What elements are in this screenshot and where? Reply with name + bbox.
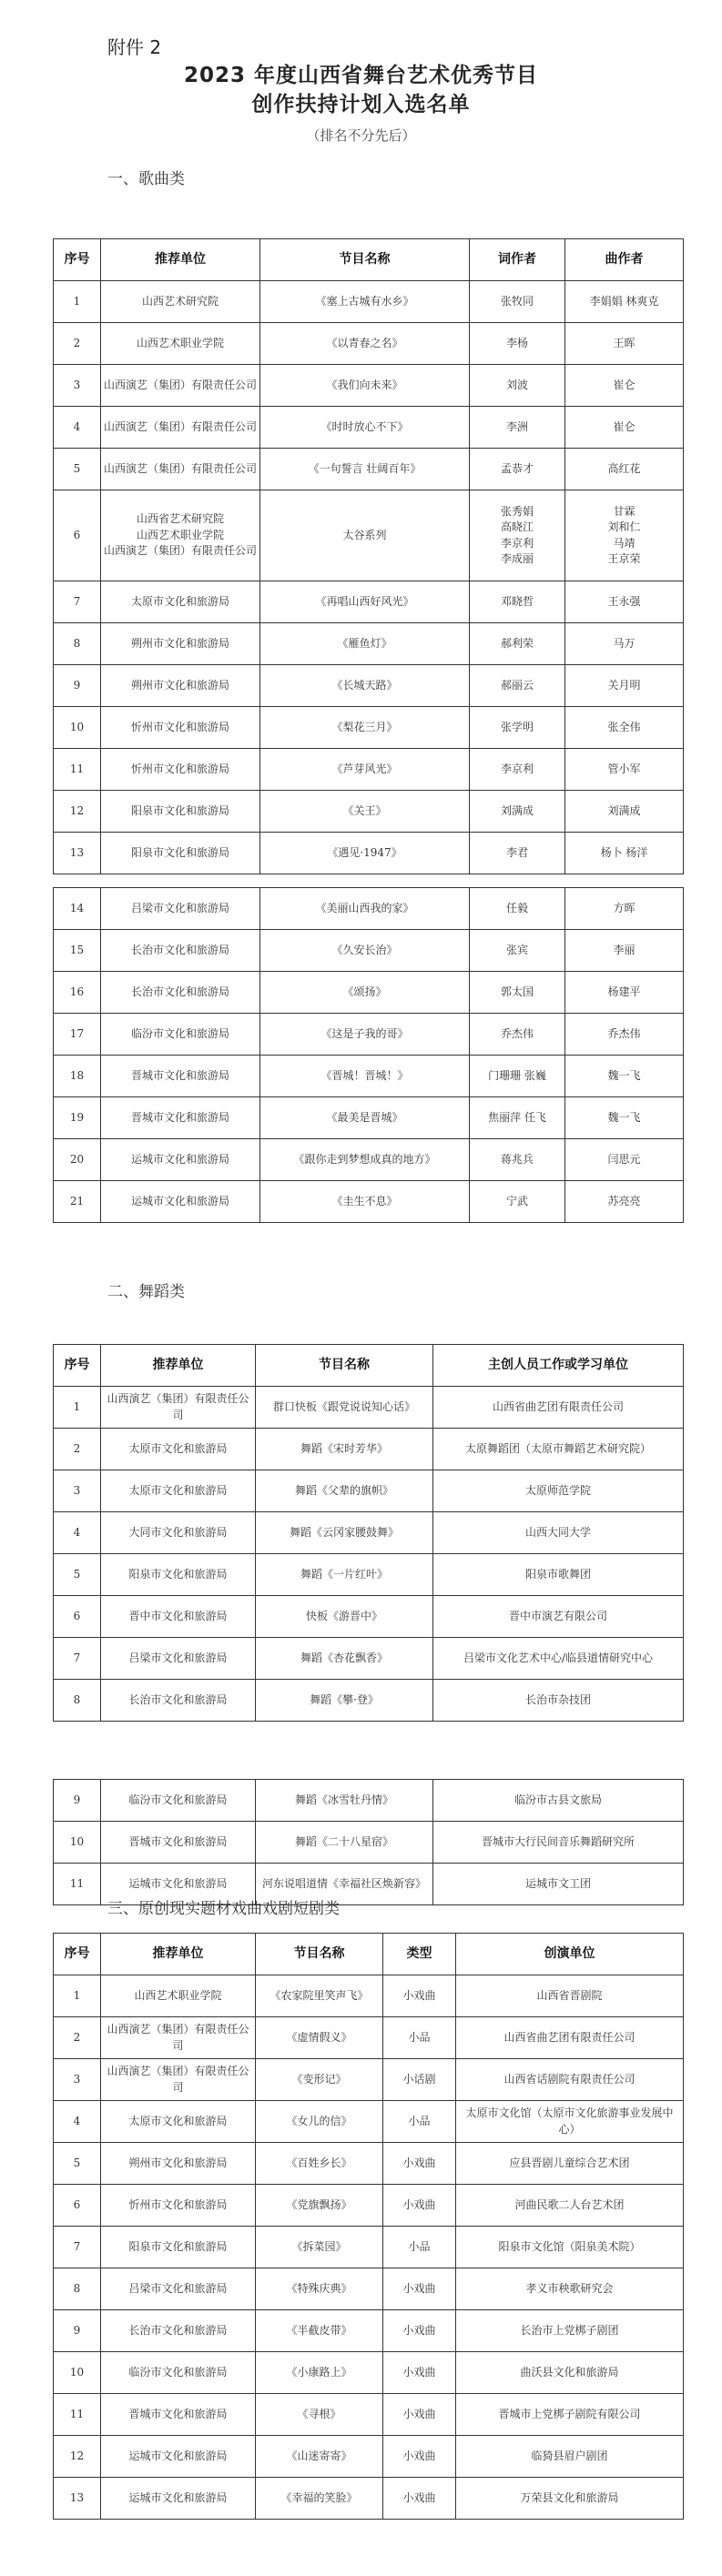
- cell-index: 9: [54, 665, 101, 707]
- cell-performer-unit: 曲沃县文化和旅游局: [456, 2352, 684, 2394]
- cell-recommender: 运城市文化和旅游局: [101, 1864, 256, 1905]
- cell-composer: 杨卜 杨洋: [565, 833, 684, 874]
- cell-index: 15: [54, 930, 101, 972]
- cell-index: 6: [54, 490, 101, 581]
- table-row: [54, 281, 684, 323]
- table-row: [54, 833, 684, 874]
- table-row: [54, 2143, 684, 2185]
- cell-program: 河东说唱道情《幸福社区焕新容》: [256, 1864, 433, 1905]
- cell-lyricist: 张学明: [470, 707, 565, 749]
- cell-recommender: 运城市文化和旅游局: [101, 2478, 256, 2520]
- cell-index: 1: [54, 1387, 101, 1429]
- cell-type: 小戏曲: [383, 2436, 456, 2478]
- cell-index: 3: [54, 365, 101, 407]
- cell-recommender: 晋城市文化和旅游局: [101, 1097, 260, 1139]
- cell-program: 舞蹈《父辈的旗帜》: [256, 1470, 433, 1512]
- table-row: [54, 581, 684, 623]
- cell-program: 《小康路上》: [256, 2352, 383, 2394]
- cell-index: 1: [54, 281, 101, 323]
- cell-program: 《这是子我的哥》: [260, 1014, 470, 1056]
- cell-program: 《关王》: [260, 791, 470, 833]
- cell-lyricist: 刘波: [470, 365, 565, 407]
- cell-performer-unit: 河曲民歌二人台艺术团: [456, 2185, 684, 2227]
- cell-recommender: 阳泉市文化和旅游局: [101, 833, 260, 874]
- cell-performer-unit: 万荣县文化和旅游局: [456, 2478, 684, 2520]
- cell-recommender: 临汾市文化和旅游局: [101, 1780, 256, 1822]
- cell-composer: 李丽: [565, 930, 684, 972]
- cell-composer: 张全伟: [565, 707, 684, 749]
- cell-program: 《雁鱼灯》: [260, 623, 470, 665]
- cell-recommender: 长治市文化和旅游局: [101, 972, 260, 1014]
- table-row: [54, 749, 684, 791]
- page-title-line1: 2023 年度山西省舞台艺术优秀节目: [183, 64, 539, 87]
- cell-program: 《我们向未来》: [260, 365, 470, 407]
- cell-composer: 魏一飞: [565, 1097, 684, 1139]
- cell-program: 《虚情假义》: [256, 2017, 383, 2059]
- cell-index: 13: [54, 2478, 101, 2520]
- cell-performer-unit: 山西省晋剧院: [456, 1975, 684, 2017]
- table-row: [54, 1554, 684, 1596]
- cell-recommender: 长治市文化和旅游局: [101, 1680, 256, 1722]
- column-header: 序号: [54, 239, 101, 281]
- column-header: 词作者: [470, 239, 565, 281]
- table-row: [54, 1387, 684, 1429]
- cell-program: 《久安长治》: [260, 930, 470, 972]
- cell-program: 舞蹈《云冈家腰鼓舞》: [256, 1512, 433, 1554]
- cell-program: 《长城天路》: [260, 665, 470, 707]
- cell-type: 小戏曲: [383, 2185, 456, 2227]
- table-row: [54, 1596, 684, 1638]
- cell-index: 21: [54, 1181, 101, 1223]
- cell-program: 《寻根》: [256, 2394, 383, 2436]
- cell-type: 小戏曲: [383, 2478, 456, 2520]
- cell-lyricist: 李京利: [470, 749, 565, 791]
- cell-recommender: 晋中市文化和旅游局: [101, 1596, 256, 1638]
- cell-recommender: 大同市文化和旅游局: [101, 1512, 256, 1554]
- table-row: [54, 2478, 684, 2520]
- cell-index: 7: [54, 581, 101, 623]
- column-header: 节目名称: [256, 1934, 383, 1975]
- table-row: [54, 623, 684, 665]
- cell-performer-unit: 山西省话剧院有限责任公司: [456, 2059, 684, 2101]
- cell-creator-unit: 太原舞蹈团（太原市舞蹈艺术研究院）: [433, 1429, 684, 1470]
- cell-recommender: 山西演艺（集团）有限责任公司: [101, 1387, 256, 1429]
- cell-lyricist: 郝利荣: [470, 623, 565, 665]
- column-header: 推荐单位: [101, 1345, 256, 1387]
- cell-recommender: 阳泉市文化和旅游局: [101, 1554, 256, 1596]
- cell-lyricist: 门珊珊 张巍: [470, 1056, 565, 1097]
- table-row: [54, 1638, 684, 1680]
- cell-performer-unit: 太原市文化馆（太原市文化旅游事业发展中心）: [456, 2101, 684, 2143]
- cell-composer: 王晖: [565, 323, 684, 365]
- cell-program: 《一句誓言 壮阔百年》: [260, 449, 470, 490]
- cell-recommender: 朔州市文化和旅游局: [101, 665, 260, 707]
- cell-recommender: 山西艺术职业学院: [101, 1975, 256, 2017]
- cell-index: 8: [54, 2268, 101, 2310]
- cell-program: 《晋城！晋城！》: [260, 1056, 470, 1097]
- cell-lyricist: 张秀娟 高晓江 李京利 李成丽: [470, 490, 565, 581]
- cell-program: 《塞上古城有水乡》: [260, 281, 470, 323]
- table-header-row: [54, 1345, 684, 1387]
- section2-heading: 二、舞蹈类: [107, 1283, 185, 1301]
- cell-program: 舞蹈《一片红叶》: [256, 1554, 433, 1596]
- table-row: [54, 407, 684, 449]
- cell-composer: 乔杰伟: [565, 1014, 684, 1056]
- cell-program: 《以青春之名》: [260, 323, 470, 365]
- cell-creator-unit: 长治市杂技团: [433, 1680, 684, 1722]
- cell-composer: 崔仑: [565, 407, 684, 449]
- cell-recommender: 太原市文化和旅游局: [101, 581, 260, 623]
- column-header: 创演单位: [456, 1934, 684, 1975]
- cell-program: 《农家院里笑声飞》: [256, 1975, 383, 2017]
- cell-program: 《拆菜园》: [256, 2227, 383, 2268]
- section3-heading: 三、原创现实题材戏曲戏剧短剧类: [107, 1900, 340, 1918]
- page-title-line2: 创作扶持计划入选名单: [251, 93, 471, 116]
- cell-composer: 王永强: [565, 581, 684, 623]
- table-row: [54, 1680, 684, 1722]
- cell-composer: 李娟娟 林爽克: [565, 281, 684, 323]
- cell-type: 小话剧: [383, 2059, 456, 2101]
- attachment-label: 附件 2: [107, 36, 162, 58]
- cell-lyricist: 孟恭才: [470, 449, 565, 490]
- cell-program: 《党旗飘扬》: [256, 2185, 383, 2227]
- cell-program: 舞蹈《宋时芳华》: [256, 1429, 433, 1470]
- cell-program: 《最美是晋城》: [260, 1097, 470, 1139]
- cell-lyricist: 焦丽萍 任飞: [470, 1097, 565, 1139]
- cell-index: 10: [54, 707, 101, 749]
- cell-index: 19: [54, 1097, 101, 1139]
- dance-table-part2: [53, 1779, 684, 1905]
- cell-index: 7: [54, 2227, 101, 2268]
- cell-index: 1: [54, 1975, 101, 2017]
- cell-recommender: 吕梁市文化和旅游局: [101, 2268, 256, 2310]
- table-row: [54, 449, 684, 490]
- cell-performer-unit: 晋城市上党梆子剧院有限公司: [456, 2394, 684, 2436]
- table-row: [54, 665, 684, 707]
- cell-index: 5: [54, 449, 101, 490]
- cell-index: 12: [54, 2436, 101, 2478]
- cell-index: 11: [54, 2394, 101, 2436]
- cell-recommender: 山西演艺（集团）有限责任公司: [101, 2059, 256, 2101]
- dance-table-part1: [53, 1344, 684, 1722]
- cell-recommender: 太原市文化和旅游局: [101, 1429, 256, 1470]
- cell-type: 小品: [383, 2101, 456, 2143]
- cell-type: 小戏曲: [383, 2268, 456, 2310]
- cell-recommender: 山西演艺（集团）有限责任公司: [101, 365, 260, 407]
- songs-table-part1: [53, 238, 684, 874]
- cell-performer-unit: 长治市上党梆子剧团: [456, 2310, 684, 2352]
- cell-lyricist: 邓晓哲: [470, 581, 565, 623]
- cell-performer-unit: 临猗县眉户剧团: [456, 2436, 684, 2478]
- cell-composer: 魏一飞: [565, 1056, 684, 1097]
- cell-program: 《幸福的笑脸》: [256, 2478, 383, 2520]
- cell-index: 4: [54, 407, 101, 449]
- cell-index: 14: [54, 888, 101, 930]
- cell-program: 《再唱山西好风光》: [260, 581, 470, 623]
- cell-creator-unit: 运城市文工团: [433, 1864, 684, 1905]
- cell-performer-unit: 孝义市秧歌研究会: [456, 2268, 684, 2310]
- cell-index: 8: [54, 1680, 101, 1722]
- cell-index: 18: [54, 1056, 101, 1097]
- cell-lyricist: 张宾: [470, 930, 565, 972]
- cell-recommender: 阳泉市文化和旅游局: [101, 791, 260, 833]
- cell-program: 《遇见·1947》: [260, 833, 470, 874]
- cell-index: 5: [54, 2143, 101, 2185]
- cell-index: 17: [54, 1014, 101, 1056]
- table-header-row: [54, 1934, 684, 1975]
- cell-creator-unit: 晋城市大行民间音乐舞蹈研究所: [433, 1822, 684, 1864]
- cell-program: 《半截皮带》: [256, 2310, 383, 2352]
- cell-program: 舞蹈《攀·登》: [256, 1680, 433, 1722]
- cell-program: 舞蹈《杏花飘香》: [256, 1638, 433, 1680]
- cell-index: 9: [54, 2310, 101, 2352]
- cell-performer-unit: 应县晋剧儿童综合艺术团: [456, 2143, 684, 2185]
- cell-recommender: 忻州市文化和旅游局: [101, 707, 260, 749]
- cell-composer: 刘满成: [565, 791, 684, 833]
- songs-table-part2: [53, 887, 684, 1223]
- cell-type: 小品: [383, 2227, 456, 2268]
- table-row: [54, 791, 684, 833]
- cell-recommender: 晋城市文化和旅游局: [101, 1822, 256, 1864]
- cell-program: 《美丽山西我的家》: [260, 888, 470, 930]
- cell-program: 《颂扬》: [260, 972, 470, 1014]
- column-header: 主创人员工作或学习单位: [433, 1345, 684, 1387]
- cell-index: 3: [54, 2059, 101, 2101]
- cell-index: 20: [54, 1139, 101, 1181]
- cell-lyricist: 刘满成: [470, 791, 565, 833]
- cell-index: 11: [54, 749, 101, 791]
- cell-index: 11: [54, 1864, 101, 1905]
- cell-recommender: 山西演艺（集团）有限责任公司: [101, 2017, 256, 2059]
- cell-recommender: 太原市文化和旅游局: [101, 1470, 256, 1512]
- cell-performer-unit: 山西省曲艺团有限责任公司: [456, 2017, 684, 2059]
- cell-lyricist: 郭太国: [470, 972, 565, 1014]
- cell-composer: 甘霖 刘和仁 马靖 王京荣: [565, 490, 684, 581]
- cell-index: 10: [54, 2352, 101, 2394]
- cell-index: 5: [54, 1554, 101, 1596]
- cell-creator-unit: 山西省曲艺团有限责任公司: [433, 1387, 684, 1429]
- cell-index: 13: [54, 833, 101, 874]
- column-header: 曲作者: [565, 239, 684, 281]
- cell-recommender: 晋城市文化和旅游局: [101, 1056, 260, 1097]
- table-row: [54, 1822, 684, 1864]
- table-row: [54, 1780, 684, 1822]
- cell-recommender: 山西演艺（集团）有限责任公司: [101, 407, 260, 449]
- cell-lyricist: 张牧同: [470, 281, 565, 323]
- cell-index: 9: [54, 1780, 101, 1822]
- table-row: [54, 972, 684, 1014]
- cell-lyricist: 郝丽云: [470, 665, 565, 707]
- cell-lyricist: 乔杰伟: [470, 1014, 565, 1056]
- cell-program: 《跟你走到梦想成真的地方》: [260, 1139, 470, 1181]
- cell-recommender: 运城市文化和旅游局: [101, 1139, 260, 1181]
- table-row: [54, 1056, 684, 1097]
- cell-index: 2: [54, 1429, 101, 1470]
- cell-performer-unit: 阳泉市文化馆（阳泉美术院）: [456, 2227, 684, 2268]
- cell-lyricist: 李杨: [470, 323, 565, 365]
- cell-index: 12: [54, 791, 101, 833]
- cell-index: 6: [54, 1596, 101, 1638]
- table-row: [54, 2436, 684, 2478]
- section1-heading: 一、歌曲类: [107, 170, 185, 188]
- cell-program: 快板《游晋中》: [256, 1596, 433, 1638]
- table-row: [54, 2017, 684, 2059]
- cell-index: 2: [54, 323, 101, 365]
- cell-program: 太谷系列: [260, 490, 470, 581]
- cell-recommender: 运城市文化和旅游局: [101, 2436, 256, 2478]
- cell-creator-unit: 太原师范学院: [433, 1470, 684, 1512]
- cell-creator-unit: 临汾市古县文旅局: [433, 1780, 684, 1822]
- cell-lyricist: 蒋兆兵: [470, 1139, 565, 1181]
- cell-lyricist: 李洲: [470, 407, 565, 449]
- cell-type: 小戏曲: [383, 2310, 456, 2352]
- cell-recommender: 长治市文化和旅游局: [101, 930, 260, 972]
- column-header: 推荐单位: [101, 239, 260, 281]
- cell-lyricist: 宁武: [470, 1181, 565, 1223]
- cell-index: 2: [54, 2017, 101, 2059]
- cell-type: 小戏曲: [383, 2143, 456, 2185]
- cell-recommender: 运城市文化和旅游局: [101, 1181, 260, 1223]
- cell-program: 群口快板《跟党说说知心话》: [256, 1387, 433, 1429]
- cell-program: 《特殊庆典》: [256, 2268, 383, 2310]
- cell-lyricist: 李君: [470, 833, 565, 874]
- cell-lyricist: 任毅: [470, 888, 565, 930]
- table-row: [54, 323, 684, 365]
- table-row: [54, 1429, 684, 1470]
- cell-composer: 方晖: [565, 888, 684, 930]
- cell-program: 《女儿的信》: [256, 2101, 383, 2143]
- cell-index: 10: [54, 1822, 101, 1864]
- cell-creator-unit: 晋中市演艺有限公司: [433, 1596, 684, 1638]
- table-row: [54, 1014, 684, 1056]
- table-row: [54, 2310, 684, 2352]
- cell-composer: 马万: [565, 623, 684, 665]
- cell-composer: 苏亮亮: [565, 1181, 684, 1223]
- table-row: [54, 2227, 684, 2268]
- table-row: [54, 1139, 684, 1181]
- table-row: [54, 2394, 684, 2436]
- cell-recommender: 阳泉市文化和旅游局: [101, 2227, 256, 2268]
- cell-program: 《芦芽风光》: [260, 749, 470, 791]
- cell-index: 4: [54, 1512, 101, 1554]
- cell-composer: 崔仑: [565, 365, 684, 407]
- cell-recommender: 忻州市文化和旅游局: [101, 2185, 256, 2227]
- cell-index: 3: [54, 1470, 101, 1512]
- cell-recommender: 忻州市文化和旅游局: [101, 749, 260, 791]
- table-row: [54, 1975, 684, 2017]
- table-row: [54, 2185, 684, 2227]
- cell-recommender: 山西省艺术研究院 山西艺术职业学院 山西演艺（集团）有限责任公司: [101, 490, 260, 581]
- drama-table: [53, 1933, 684, 2520]
- cell-index: 4: [54, 2101, 101, 2143]
- cell-recommender: 临汾市文化和旅游局: [101, 1014, 260, 1056]
- table-row: [54, 930, 684, 972]
- cell-program: 舞蹈《冰雪牡丹情》: [256, 1780, 433, 1822]
- table-row: [54, 2352, 684, 2394]
- column-header: 推荐单位: [101, 1934, 256, 1975]
- cell-composer: 管小军: [565, 749, 684, 791]
- table-row: [54, 2268, 684, 2310]
- column-header: 节目名称: [260, 239, 470, 281]
- cell-program: 《圭生不息》: [260, 1181, 470, 1223]
- cell-program: 《时时放心不下》: [260, 407, 470, 449]
- column-header: 序号: [54, 1345, 101, 1387]
- cell-index: 16: [54, 972, 101, 1014]
- table-row: [54, 2059, 684, 2101]
- table-row: [54, 1097, 684, 1139]
- cell-composer: 关月明: [565, 665, 684, 707]
- cell-type: 小戏曲: [383, 2352, 456, 2394]
- table-row: [54, 1181, 684, 1223]
- cell-index: 7: [54, 1638, 101, 1680]
- cell-recommender: 朔州市文化和旅游局: [101, 2143, 256, 2185]
- cell-creator-unit: 山西大同大学: [433, 1512, 684, 1554]
- table-row: [54, 1470, 684, 1512]
- table-row: [54, 2101, 684, 2143]
- cell-recommender: 山西艺术研究院: [101, 281, 260, 323]
- cell-creator-unit: 阳泉市歌舞团: [433, 1554, 684, 1596]
- cell-program: 《百姓乡长》: [256, 2143, 383, 2185]
- column-header: 序号: [54, 1934, 101, 1975]
- cell-composer: 高红花: [565, 449, 684, 490]
- cell-recommender: 朔州市文化和旅游局: [101, 623, 260, 665]
- cell-index: 6: [54, 2185, 101, 2227]
- cell-recommender: 长治市文化和旅游局: [101, 2310, 256, 2352]
- cell-program: 《山迷寄寄》: [256, 2436, 383, 2478]
- cell-recommender: 山西演艺（集团）有限责任公司: [101, 449, 260, 490]
- cell-program: 《梨花三月》: [260, 707, 470, 749]
- cell-type: 小戏曲: [383, 1975, 456, 2017]
- column-header: 节目名称: [256, 1345, 433, 1387]
- page-subtitle: （排名不分先后）: [306, 127, 416, 144]
- table-row: [54, 365, 684, 407]
- cell-composer: 闫思元: [565, 1139, 684, 1181]
- table-row: [54, 490, 684, 581]
- cell-type: 小品: [383, 2017, 456, 2059]
- cell-recommender: 晋城市文化和旅游局: [101, 2394, 256, 2436]
- cell-recommender: 山西艺术职业学院: [101, 323, 260, 365]
- cell-recommender: 吕梁市文化和旅游局: [101, 888, 260, 930]
- cell-recommender: 临汾市文化和旅游局: [101, 2352, 256, 2394]
- cell-type: 小戏曲: [383, 2394, 456, 2436]
- cell-recommender: 太原市文化和旅游局: [101, 2101, 256, 2143]
- table-row: [54, 707, 684, 749]
- table-row: [54, 888, 684, 930]
- cell-program: 《变形记》: [256, 2059, 383, 2101]
- cell-creator-unit: 吕梁市文化艺术中心/临县道情研究中心: [433, 1638, 684, 1680]
- table-row: [54, 1512, 684, 1554]
- column-header: 类型: [383, 1934, 456, 1975]
- cell-composer: 杨建平: [565, 972, 684, 1014]
- table-header-row: [54, 239, 684, 281]
- cell-program: 舞蹈《二十八星宿》: [256, 1822, 433, 1864]
- cell-index: 8: [54, 623, 101, 665]
- cell-recommender: 吕梁市文化和旅游局: [101, 1638, 256, 1680]
